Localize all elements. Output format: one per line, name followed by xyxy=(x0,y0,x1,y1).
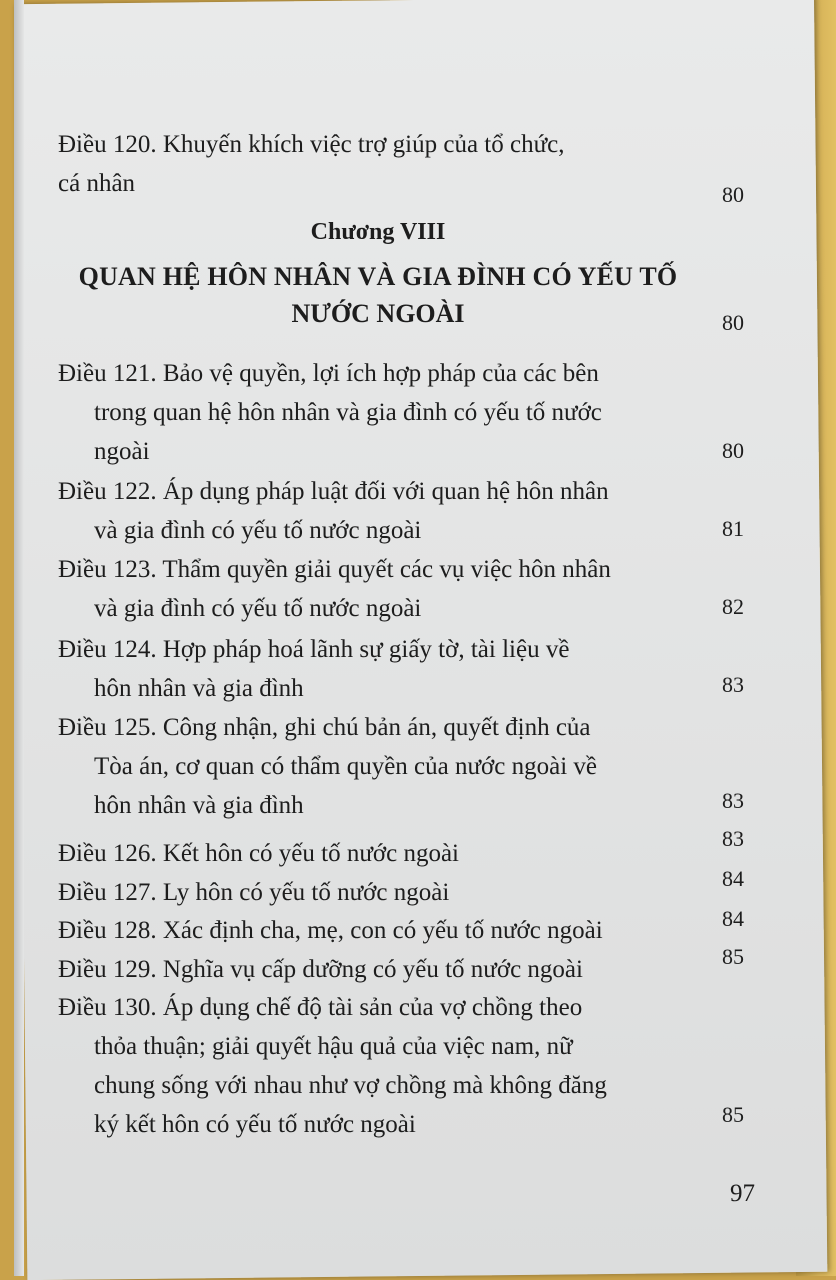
toc-page-number: 84 xyxy=(722,906,744,931)
toc-entry-line: Điều 126. Kết hôn có yếu tố nước ngoài xyxy=(58,840,459,867)
toc-entry-line: Điều 123. Thẩm quyền giải quyết các vụ việc hôn nhân xyxy=(58,556,611,583)
toc-entry-127 xyxy=(58,873,698,912)
toc-page-number: 81 xyxy=(722,516,744,541)
toc-entry-line: Tòa án, cơ quan có thẩm quyền của nước ngoài về xyxy=(94,753,598,780)
toc-page-number: 85 xyxy=(722,944,744,969)
toc-entry-line: thỏa thuận; giải quyết hậu quả của việc nam, nữ xyxy=(94,1033,573,1060)
toc-entry-125 xyxy=(58,708,698,825)
toc-page-number: 80 xyxy=(722,182,744,207)
toc-entry-123 xyxy=(58,550,698,628)
toc-page-number: 84 xyxy=(722,866,744,891)
toc-page-number: 83 xyxy=(722,672,744,697)
toc-entry-line: Điều 127. Ly hôn có yếu tố nước ngoài xyxy=(58,879,450,906)
page-edge xyxy=(14,0,24,1276)
toc-entry-line: Điều 121. Bảo vệ quyền, lợi ích hợp pháp của các bên xyxy=(58,360,599,387)
toc-page-number: 85 xyxy=(722,1102,744,1127)
toc-page-number: 83 xyxy=(722,826,744,851)
toc-entry-line: cá nhân xyxy=(58,170,136,197)
toc-entry-line: Điều 122. Áp dụng pháp luật đối với quan hệ hôn nhân xyxy=(58,478,609,505)
toc-entry-122 xyxy=(58,472,698,550)
toc-entry-120 xyxy=(58,125,698,203)
toc-entry-line: Điều 129. Nghĩa vụ cấp dưỡng có yếu tố nước ngoài xyxy=(58,956,583,983)
toc-entry-121 xyxy=(58,354,698,471)
toc-entry-line: Điều 125. Công nhận, ghi chú bản án, quyết định của xyxy=(58,714,591,741)
chapter-title-line1: QUAN HỆ HÔN NHÂN VÀ GIA ĐÌNH CÓ YẾU TỐ xyxy=(78,262,678,291)
toc-entry-line: Điều 124. Hợp pháp hoá lãnh sự giấy tờ, tài liệu về xyxy=(58,636,570,663)
toc-page-number: 83 xyxy=(722,788,744,813)
toc-entry-124 xyxy=(58,630,698,708)
toc-entry-line: hôn nhân và gia đình xyxy=(94,675,304,702)
toc-entry-line: ký kết hôn có yếu tố nước ngoài xyxy=(94,1111,416,1138)
toc-entry-line: Điều 120. Khuyến khích việc trợ giúp của tổ chức, xyxy=(58,131,565,158)
toc-page-number: 80 xyxy=(722,438,744,463)
toc-page-number: 80 xyxy=(722,310,744,335)
toc-entry-130 xyxy=(58,988,698,1144)
chapter-label: Chương VIII xyxy=(310,219,446,245)
toc-entry-line: trong quan hệ hôn nhân và gia đình có yếu tố nước xyxy=(94,399,602,426)
toc-entry-line: Điều 128. Xác định cha, mẹ, con có yếu tố nước ngoài xyxy=(58,917,603,944)
toc-entry-line: Điều 130. Áp dụng chế độ tài sản của vợ chồng theo xyxy=(58,994,583,1021)
toc-entry-line: và gia đình có yếu tố nước ngoài xyxy=(94,595,422,622)
toc-entry-line: ngoài xyxy=(94,438,150,465)
toc-entry-line: và gia đình có yếu tố nước ngoài xyxy=(94,517,422,544)
toc-entry-line: hôn nhân và gia đình xyxy=(94,792,304,819)
toc-entry-line: chung sống với nhau như vợ chồng mà không đăng xyxy=(94,1072,607,1099)
toc-entry-128 xyxy=(58,911,698,950)
page-folio-number: 97 xyxy=(730,1180,755,1207)
toc-entry-126 xyxy=(58,834,698,873)
chapter-title-line2: NƯỚC NGOÀI xyxy=(291,299,465,328)
toc-page-number: 82 xyxy=(722,594,744,619)
toc-entry-129 xyxy=(58,950,698,989)
